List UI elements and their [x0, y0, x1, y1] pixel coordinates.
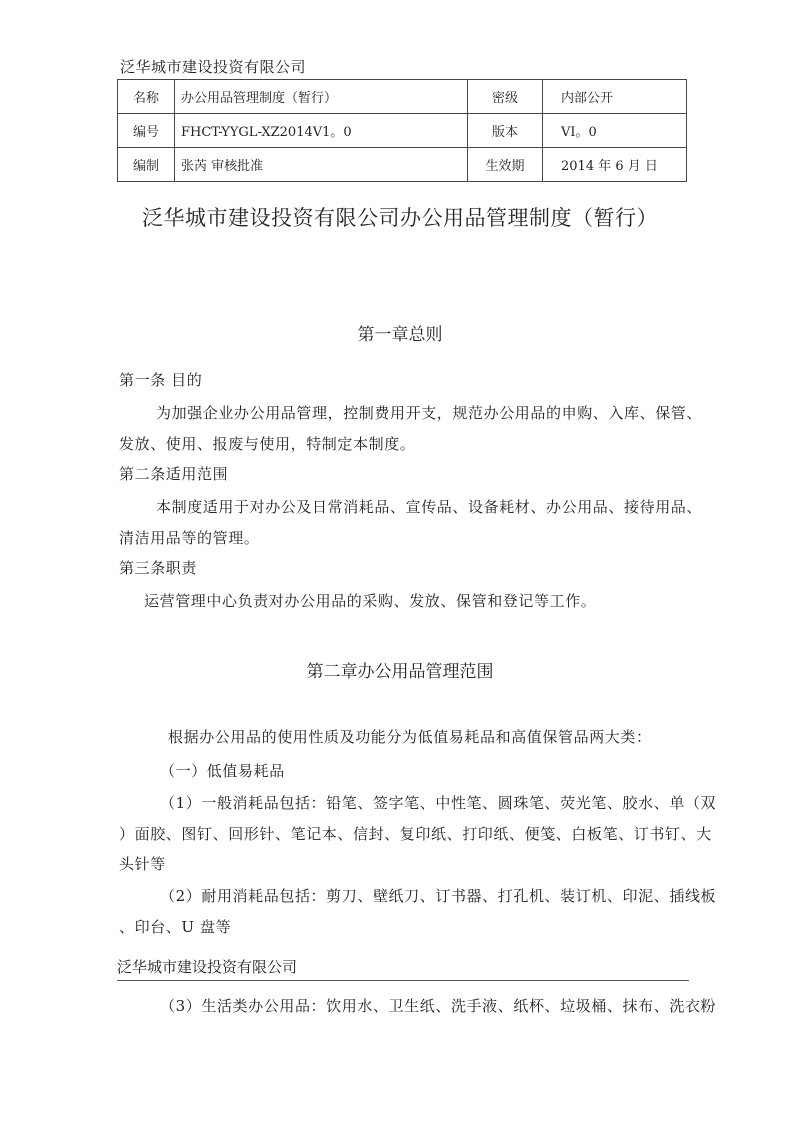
item-3-line-1: （3）生活类办公用品：饮用水、卫生纸、洗手液、纸杯、垃圾桶、抹布、洗衣粉	[160, 997, 717, 1015]
table-row	[118, 148, 687, 182]
meta-value-number: FHCT-YYGL-XZ2014V1。0	[175, 114, 468, 148]
meta-value-version: VI。0	[543, 114, 687, 148]
article-2-text-line-2: 清洁用品等的管理。	[119, 529, 260, 547]
item-1-line-1: （1）一般消耗品包括：铅笔、签字笔、中性笔、圆珠笔、荧光笔、胶水、单（双	[160, 794, 717, 812]
meta-value-classification: 内部公开	[543, 80, 687, 114]
meta-value-name: 办公用品管理制度（暂行）	[175, 80, 468, 114]
chapter-2-heading: 第二章办公用品管理范围	[306, 662, 494, 682]
footer-company-name: 泛华城市建设投资有限公司	[117, 956, 689, 981]
document-title: 泛华城市建设投资有限公司办公用品管理制度（暂行）	[142, 206, 658, 230]
subsection-low-value-consumables: （一）低值易耗品	[160, 762, 285, 780]
table-row	[118, 80, 687, 114]
meta-label-version: 版本	[468, 114, 543, 148]
article-2-text-line-1: 本制度适用于对办公及日常消耗品、宣传品、设备耗材、办公用品、接待用品、	[156, 498, 703, 516]
item-1-line-3: 头针等	[119, 855, 166, 873]
meta-label-effective: 生效期	[468, 148, 543, 182]
meta-label-name: 名称	[118, 80, 175, 114]
meta-value-author: 张芮 审核批准	[175, 148, 468, 182]
meta-label-author: 编制	[118, 148, 175, 182]
article-1-text-line-2: 发放、使用、报废与使用，特制定本制度。	[119, 435, 416, 453]
item-1-line-2: ）面胶、图钉、回形针、笔记本、信封、复印纸、打印纸、便笺、白板笔、订书钉、大	[119, 825, 712, 843]
item-2-line-1: （2）耐用消耗品包括：剪刀、壁纸刀、订书器、打孔机、装订机、印泥、插线板	[160, 887, 717, 905]
item-2-line-2: 、印台、U 盘等	[119, 918, 232, 936]
table-row	[118, 114, 687, 148]
meta-label-number: 编号	[118, 114, 175, 148]
chapter-2-intro: 根据办公用品的使用性质及功能分为低值易耗品和高值保管品两大类：	[168, 728, 652, 746]
article-1-title: 第一条 目的	[119, 371, 203, 389]
header-company-name: 泛华城市建设投资有限公司	[120, 58, 307, 76]
article-2-title: 第二条适用范围	[119, 465, 229, 483]
meta-value-effective: 2014 年 6 月 日	[543, 148, 687, 182]
chapter-1-heading: 第一章总则	[357, 325, 443, 345]
document-meta-table	[117, 79, 687, 182]
article-3-text-line-1: 运营管理中心负责对办公用品的采购、发放、保管和登记等工作。	[144, 592, 597, 610]
article-3-title: 第三条职责	[119, 559, 198, 577]
article-1-text-line-1: 为加强企业办公用品管理，控制费用开支，规范办公用品的申购、入库、保管、	[156, 404, 703, 422]
meta-label-classification: 密级	[468, 80, 543, 114]
